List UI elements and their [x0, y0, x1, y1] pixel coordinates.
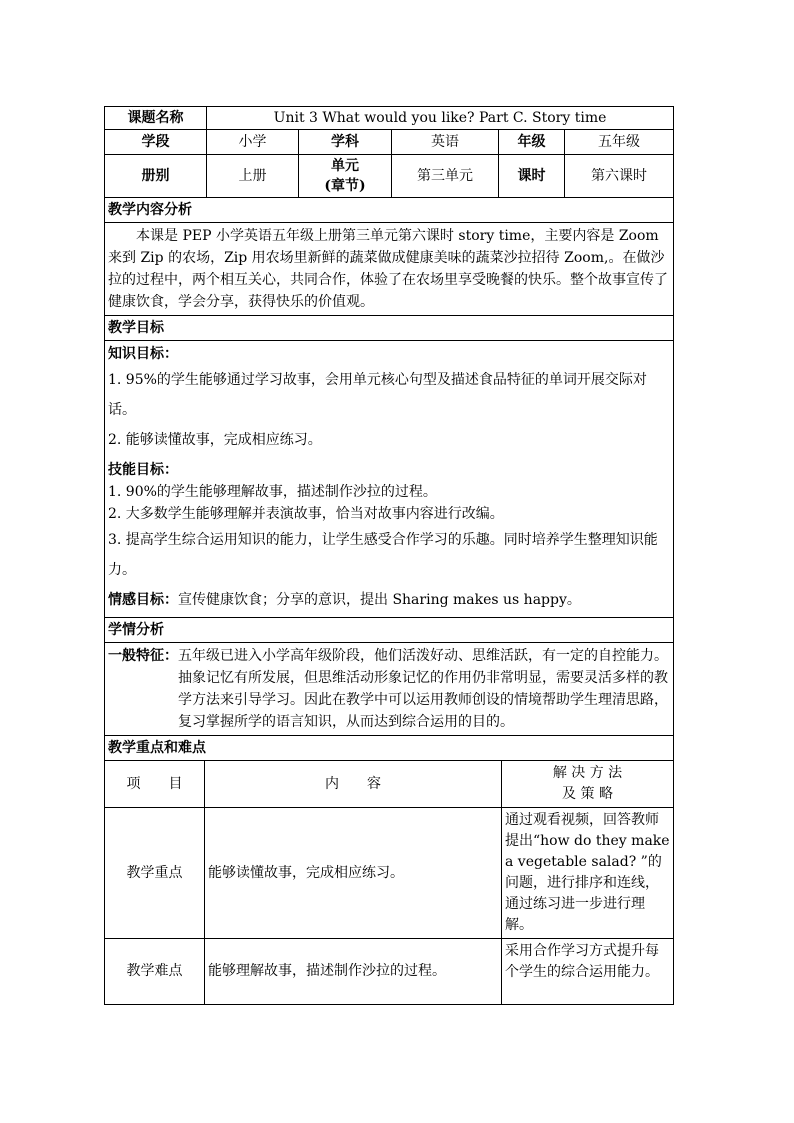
content-analysis-text: 本课是 PEP 小学英语五年级上册第三单元第六课时 story time，主要内容是 Zoom 来到 Zip 的农场，Zip 用农场里新鲜的蔬菜做成健康美味的蔬菜沙拉招待 Zoom,。在做沙拉的过程中，两个相互关心，共同合作，体验了在农场里享受晚餐的快乐。整个故事宣传了健康饮食，学会分享，获得快乐的价值观。 — [105, 223, 674, 316]
volume-row — [105, 155, 674, 198]
objectives-title: 教学目标 — [105, 316, 674, 341]
unit-label-line1: 单元 — [331, 158, 359, 174]
lesson-plan-document — [104, 106, 673, 1005]
subject-value: 英语 — [392, 130, 499, 155]
difficult-point-row — [105, 938, 674, 1004]
objectives-row — [105, 341, 674, 618]
col-method-header-line1: 解 决 方 法 — [552, 764, 623, 781]
emotion-objective — [108, 585, 670, 615]
key-points-title-row — [105, 736, 674, 761]
learner-analysis-title: 学情分析 — [105, 618, 674, 643]
volume-label: 册别 — [105, 155, 207, 198]
key-points-header-row — [105, 761, 674, 807]
period-value: 第六课时 — [565, 155, 674, 198]
objectives-body — [105, 341, 674, 618]
skill-item-2: 2. 大多数学生能够理解并表演故事，恰当对故事内容进行改编。 — [108, 506, 504, 522]
key-point-item: 教学重点 — [105, 807, 205, 938]
skill-label: 技能目标： — [108, 462, 178, 478]
course-name-row — [105, 107, 674, 130]
key-point-row — [105, 807, 674, 938]
volume-value: 上册 — [207, 155, 299, 198]
skill-item-1: 1. 90%的学生能够理解故事，描述制作沙拉的过程。 — [108, 484, 437, 500]
content-analysis-title-row — [105, 198, 674, 223]
key-point-method: 通过观看视频，回答教师提出“how do they make a vegetable salad? ”的问题，进行排序和连线，通过练习进一步进行理解。 — [502, 807, 674, 938]
stage-label: 学段 — [105, 130, 207, 155]
grade-label: 年级 — [499, 130, 565, 155]
lesson-plan-table — [104, 106, 674, 761]
period-label: 课时 — [499, 155, 565, 198]
stage-value: 小学 — [207, 130, 299, 155]
knowledge-label: 知识目标： — [108, 346, 178, 362]
col-method-header-line2: 及 策 略 — [562, 785, 613, 802]
key-points-title: 教学重点和难点 — [105, 736, 674, 761]
stage-row — [105, 130, 674, 155]
knowledge-item-2: 2. 能够读懂故事，完成相应练习。 — [108, 432, 322, 448]
difficult-point-content: 能够理解故事，描述制作沙拉的过程。 — [205, 938, 502, 1004]
key-points-table — [104, 761, 674, 1005]
unit-label-line2: (章节) — [324, 178, 366, 194]
learner-analysis-row — [105, 643, 674, 736]
col-method-header — [502, 761, 674, 807]
course-name: Unit 3 What would you like? Part C. Story time — [207, 107, 674, 130]
knowledge-item-1: 1. 95%的学生能够通过学习故事，会用单元核心句型及描述食品特征的单词开展交际对话。 — [108, 372, 647, 418]
grade-value: 五年级 — [565, 130, 674, 155]
subject-label: 学科 — [299, 130, 392, 155]
skill-item-3: 3. 提高学生综合运用知识的能力，让学生感受合作学习的乐趣。同时培养学生整理知识能力。 — [108, 532, 658, 578]
emotion-text: 宣传健康饮食；分享的意识，提出 Sharing makes us happy。 — [178, 592, 581, 608]
difficult-point-method: 采用合作学习方式提升每个学生的综合运用能力。 — [502, 938, 674, 1004]
col-item-header: 项 目 — [105, 761, 205, 807]
learner-analysis-body — [105, 643, 674, 736]
learner-analysis-title-row — [105, 618, 674, 643]
key-point-content: 能够读懂故事，完成相应练习。 — [205, 807, 502, 938]
unit-label — [299, 155, 392, 198]
col-content-header: 内 容 — [205, 761, 502, 807]
general-label: 一般特征： — [108, 648, 178, 664]
course-name-label: 课题名称 — [105, 107, 207, 130]
emotion-label: 情感目标： — [108, 592, 178, 608]
content-analysis-title: 教学内容分析 — [105, 198, 674, 223]
content-analysis-row — [105, 223, 674, 316]
unit-value: 第三单元 — [392, 155, 499, 198]
general-text: 五年级已进入小学高年级阶段，他们活泼好动、思维活跃，有一定的自控能力。抽象记忆有所发展，但思维活动形象记忆的作用仍非常明显，需要灵活多样的教学方法来引导学习。因此在教学中可以运用教师创设的情境帮助学生理清思路，复习掌握所学的语言知识，从而达到综合运用的目的。 — [178, 648, 668, 730]
objectives-title-row — [105, 316, 674, 341]
difficult-point-item: 教学难点 — [105, 938, 205, 1004]
general-characteristics — [108, 645, 670, 733]
